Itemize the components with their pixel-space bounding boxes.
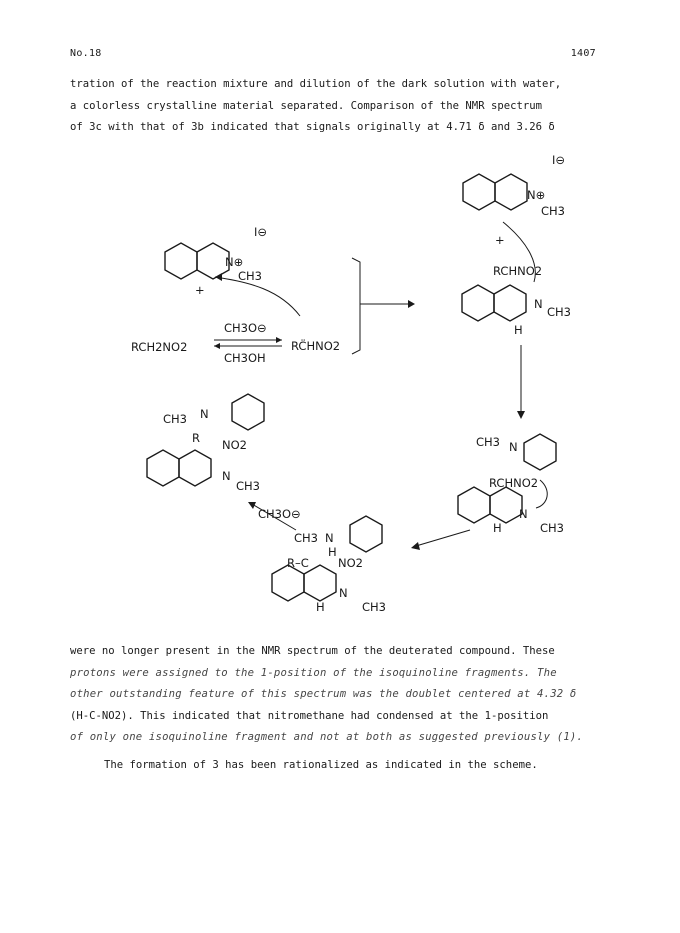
dihydroisoquinoline-adduct [462, 222, 571, 337]
methyl-label: CH3 [236, 479, 260, 493]
intermediate-bottom [272, 516, 386, 614]
plus-sign: + [195, 283, 205, 297]
hydrogen-label: H [328, 545, 337, 559]
reactant-label: RCH2NO2 [131, 340, 188, 354]
r-label: R [192, 431, 200, 445]
iodide-label: I⊖ [552, 153, 566, 167]
hydrogen-label: H [316, 600, 325, 614]
text-line: of 3c with that of 3b indicated that signals originally at 4.71 δ and 3.26 δ [70, 121, 555, 133]
bracket [352, 258, 360, 354]
n-plus-label: N⊕ [225, 255, 244, 269]
rchno2-label: RCHNO2 [489, 476, 539, 490]
nitrogen-label: N [325, 531, 334, 545]
methyl-label: CH3 [294, 531, 318, 545]
methyl-label: CH3 [362, 600, 386, 614]
nitro-label: NO2 [222, 438, 247, 452]
nitrogen-label: N [519, 507, 528, 521]
methyl-label: CH3 [547, 305, 571, 319]
text-line: protons were assigned to the 1-position of the isoquinoline fragments. The [70, 666, 557, 679]
nitrogen-label: N [222, 469, 231, 483]
solvent-label: CH3OH [224, 351, 266, 365]
text-line: (H-C-NO2). This indicated that nitromethane had condensed at the 1-position [70, 709, 549, 722]
hydrogen-label: H [493, 521, 502, 535]
iodide-label: I⊖ [254, 225, 268, 239]
n-plus-label: N⊕ [527, 188, 546, 202]
paragraph-discussion [70, 641, 615, 749]
methoxide-label: CH3O⊖ [258, 507, 301, 521]
equilibrium-step [131, 321, 340, 365]
plus-sign: + [495, 233, 505, 247]
nitrogen-label: N [534, 297, 543, 311]
paragraph-conclusion: The formation of 3 has been rationalized as indicated in the scheme. [104, 759, 538, 771]
text-line: of only one isoquinoline fragment and not at both as suggested previously (1). [70, 731, 584, 743]
methyl-label: CH3 [238, 269, 262, 283]
isoquinolinium-topleft [165, 225, 300, 316]
methyl-label: CH3 [541, 204, 565, 218]
text-line: tration of the reaction mixture and dilution of the dark solution with water, [70, 78, 562, 90]
base-label: CH3O⊖ [224, 321, 267, 335]
methyl-label: CH3 [476, 435, 500, 449]
intermediate-right [458, 434, 564, 535]
r-c-label: R–C [287, 556, 309, 570]
nitrogen-label: N [339, 586, 348, 600]
carbanion-label: RC̈HNO2 [291, 339, 341, 353]
methyl-label: CH3 [163, 412, 187, 426]
text-line: were no longer present in the NMR spectrum of the deuterated compound. These [70, 645, 555, 657]
nitrogen-label: N [200, 407, 209, 421]
nitro-label: NO2 [338, 556, 363, 570]
nitrogen-label: N [509, 440, 518, 454]
text-line: a colorless crystalline material separated. Comparison of the NMR spectrum [70, 99, 542, 112]
rchno2-label: RCHNO2 [493, 264, 543, 278]
text-line: other outstanding feature of this spectrum was the doublet centered at 4.32 δ [70, 688, 577, 700]
page-number: 1407 [570, 48, 596, 59]
product-left [147, 394, 264, 493]
hydrogen-label: H [514, 323, 523, 337]
isoquinolinium-topright [463, 153, 565, 247]
methyl-label: CH3 [540, 521, 564, 535]
running-header-journal: No.18 [70, 48, 102, 59]
